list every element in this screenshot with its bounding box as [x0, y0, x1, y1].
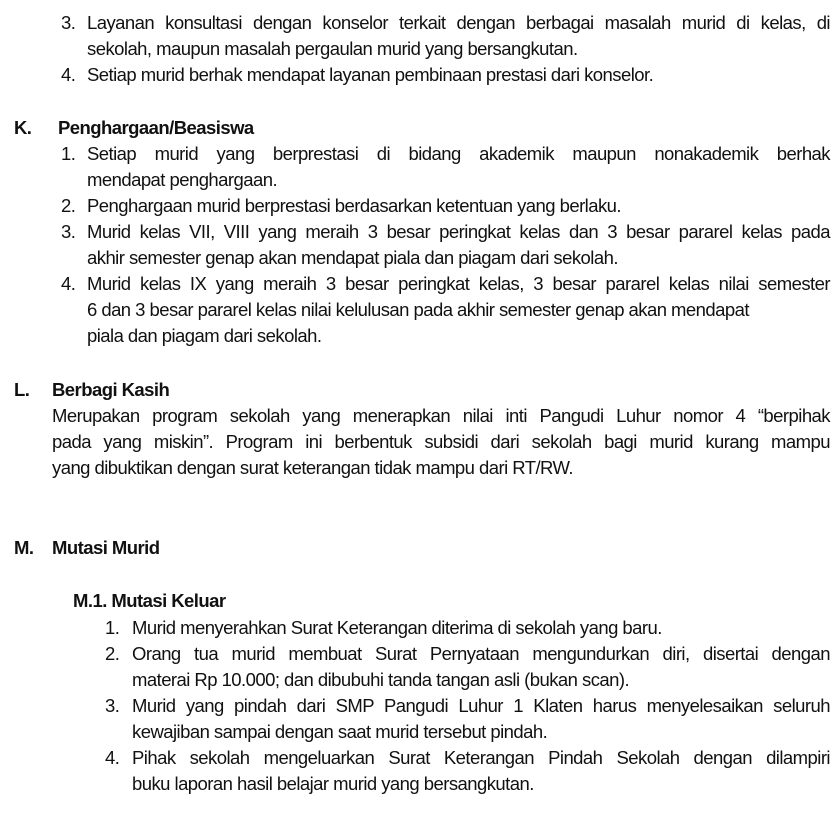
list-item-text: Orang tua murid membuat Surat Pernyataan mengundurkan diri, disertai dengan	[132, 643, 830, 664]
list-item-text: 6 dan 3 besar pararel kelas nilai kelulusan pada akhir semester genap akan mendapat	[87, 299, 749, 320]
section-letter: K.	[14, 117, 32, 138]
list-item-number: 4.	[61, 273, 76, 294]
list-item-number: 4.	[61, 64, 76, 85]
list-item-text: buku laporan hasil belajar murid yang bersangkutan.	[132, 773, 534, 794]
list-item-number: 1.	[105, 617, 120, 638]
list-item-text: Murid menyerahkan Surat Keterangan diterima di sekolah yang baru.	[132, 617, 662, 638]
list-item-number: 3.	[61, 12, 76, 33]
list-item-text: Setiap murid berhak mendapat layanan pembinaan prestasi dari konselor.	[87, 64, 654, 85]
list-item-text: mendapat penghargaan.	[87, 169, 278, 190]
list-item-number: 2.	[105, 643, 120, 664]
list-item-number: 3.	[105, 695, 120, 716]
list-item-text: akhir semester genap akan mendapat piala dan piagam dari sekolah.	[87, 247, 618, 268]
section-title: Mutasi Murid	[52, 537, 160, 558]
list-item-text: kewajiban sampai dengan saat murid tersebut pindah.	[132, 721, 548, 742]
paragraph-line: yang dibuktikan dengan surat keterangan tidak mampu dari RT/RW.	[52, 457, 574, 478]
list-item-text: materai Rp 10.000; dan dibubuhi tanda tangan asli (bukan scan).	[132, 669, 630, 690]
list-item-text: Murid yang pindah dari SMP Pangudi Luhur 1 Klaten harus menyelesaikan seluruh	[132, 695, 830, 716]
list-item-text: Layanan konsultasi dengan konselor terkait dengan berbagai masalah murid di kelas, di	[87, 12, 830, 33]
list-item-text: Murid kelas VII, VIII yang meraih 3 besar peringkat kelas dan 3 besar pararel kelas pada	[87, 221, 830, 242]
section-title: Berbagi Kasih	[52, 379, 170, 400]
section-title: Penghargaan/Beasiswa	[58, 117, 254, 138]
list-item-text: piala dan piagam dari sekolah.	[87, 325, 322, 346]
subsection-title: M.1. Mutasi Keluar	[73, 590, 226, 611]
paragraph-line: pada yang miskin”. Program ini berbentuk subsidi dari sekolah bagi murid kurang mampu	[52, 431, 830, 452]
list-item-number: 2.	[61, 195, 76, 216]
list-item-text: sekolah, maupun masalah pergaulan murid yang bersangkutan.	[87, 38, 578, 59]
list-item-number: 1.	[61, 143, 76, 164]
list-item-text: Murid kelas IX yang meraih 3 besar peringkat kelas, 3 besar pararel kelas nilai semester	[87, 273, 830, 294]
paragraph-line: Merupakan program sekolah yang menerapkan nilai inti Pangudi Luhur nomor 4 “berpihak	[52, 405, 830, 426]
list-item-number: 4.	[105, 747, 120, 768]
list-item-number: 3.	[61, 221, 76, 242]
list-item-text: Setiap murid yang berprestasi di bidang akademik maupun nonakademik berhak	[87, 143, 830, 164]
section-letter: L.	[14, 379, 30, 400]
list-item-text: Penghargaan murid berprestasi berdasarkan ketentuan yang berlaku.	[87, 195, 622, 216]
list-item-text: Pihak sekolah mengeluarkan Surat Keterangan Pindah Sekolah dengan dilampiri	[132, 747, 830, 768]
section-letter: M.	[14, 537, 34, 558]
